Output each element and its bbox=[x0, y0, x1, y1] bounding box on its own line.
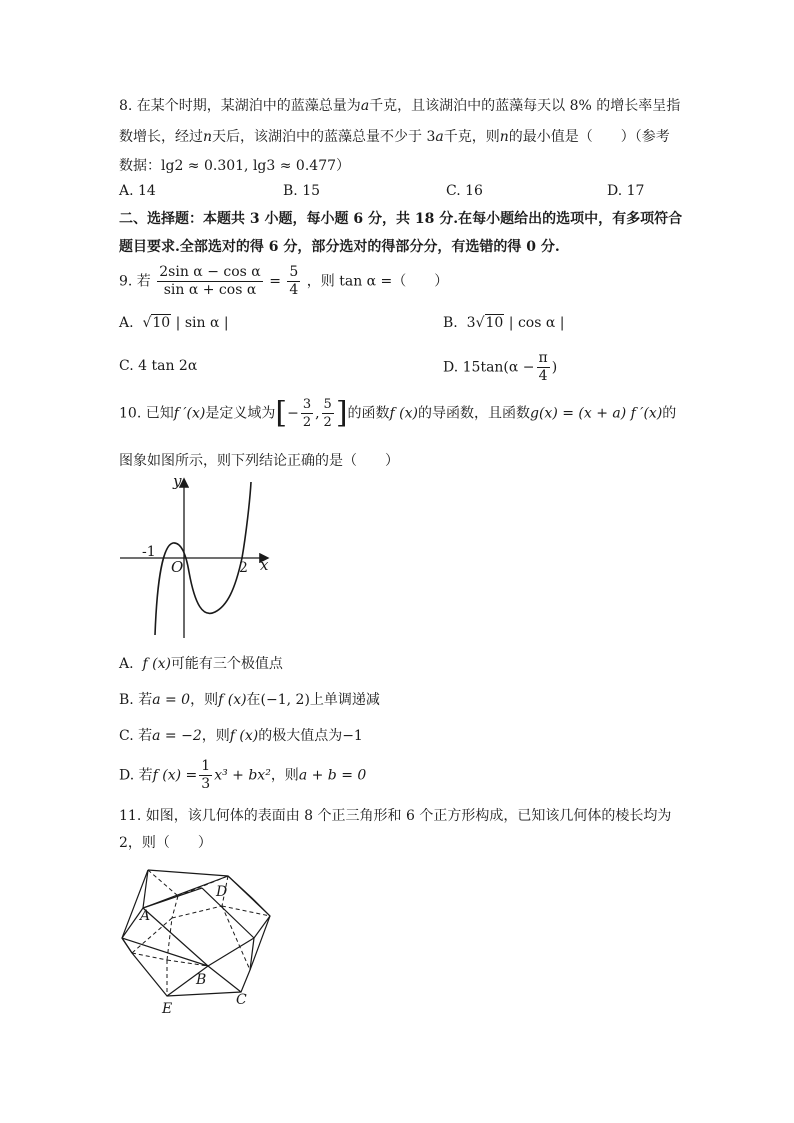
q10-option-b: B. 若a = 0，则f (x)在(−1, 2)上单调递减 bbox=[119, 692, 380, 708]
q11-polyhedron-figure bbox=[110, 858, 280, 1020]
vertex-label-a: A bbox=[140, 908, 151, 924]
q10-option-d: D. 若f (x) = $\frac{1}{3}$ x³ + bx²，则a + b = 0 bbox=[119, 758, 367, 792]
q10-option-c: C. 若a = −2，则f (x)的极大值点为−1 bbox=[119, 728, 363, 744]
q10-option-a: A. f (x)可能有三个极值点 bbox=[119, 656, 283, 672]
q8-line1: 8. 在某个时期，某湖泊中的蓝藻总量为a千克，且该湖泊中的蓝藻每天以 8% 的增长率呈指 bbox=[119, 98, 681, 114]
vertex-label-d: D bbox=[216, 884, 228, 900]
section2-line1: 二、选择题：本题共 3 小题，每小题 6 分，共 18 分.在每小题给出的选项中，有多项符合 bbox=[119, 211, 683, 227]
x-axis-label: x bbox=[260, 556, 269, 574]
q8-option-a: A. 14 bbox=[119, 183, 156, 199]
q9-option-c: C. 4 tan 2α bbox=[119, 358, 198, 374]
q11-line1: 11. 如图，该几何体的表面由 8 个正三角形和 6 个正方形构成，已知该几何体的棱长均为 bbox=[119, 808, 672, 824]
q9-option-a: A. √10 | sin α | bbox=[119, 315, 229, 331]
q10-stem-line2: 图象如图所示，则下列结论正确的是（ ） bbox=[119, 453, 399, 469]
q8-line3: 数据：lg2 ≈ 0.301, lg3 ≈ 0.477） bbox=[119, 158, 351, 174]
tick-neg1: -1 bbox=[142, 544, 156, 560]
q9-fraction-left: $\frac{\text{2sin α − cos α}}{\text{sin α + cos α}}$ bbox=[159, 264, 261, 298]
q8-option-b: B. 15 bbox=[283, 183, 321, 199]
q10-function-graph bbox=[115, 470, 275, 642]
q9-option-b: B. 3√10 | cos α | bbox=[443, 315, 565, 331]
vertex-label-b: B bbox=[196, 972, 207, 988]
vertex-label-c: C bbox=[236, 992, 247, 1008]
vertex-label-e: E bbox=[162, 1001, 173, 1017]
q10-stem-line1: 10. 已知f ′(x)是定义域为[− $\frac{3}{2}$ , $\frac{5}{2}$ ]的函数f (x)的导函数，且函数g(x) = (x + a) f ′(x)的 bbox=[119, 395, 677, 431]
tick-2: 2 bbox=[239, 560, 248, 576]
q9-option-d: D. 15tan(α − $\frac{\pi}{4}$ ) bbox=[443, 350, 558, 384]
q8-option-d: D. 17 bbox=[607, 183, 645, 199]
var-a: a bbox=[360, 98, 370, 114]
q8-option-c: C. 16 bbox=[446, 183, 483, 199]
section2-line2: 题目要求.全部选对的得 6 分，部分选对的得部分分，有选错的得 0 分. bbox=[119, 239, 560, 255]
q11-line2: 2，则（ ） bbox=[119, 835, 212, 851]
q9-stem: 9. 若 $\frac{\text{2sin α − cos α}}{\text{sin α + cos α}}$ = $\frac{5}{4}$ ，则 tan α =（ ） bbox=[119, 264, 449, 298]
y-axis-label: y bbox=[173, 472, 182, 490]
q8-line2: 数增长，经过n天后，该湖泊中的蓝藻总量不少于 3a千克，则n的最小值是（ ）（参考 bbox=[119, 129, 670, 145]
origin-label: O bbox=[171, 558, 184, 576]
q9-fraction-right: $\frac{5}{4}$ bbox=[289, 264, 299, 298]
